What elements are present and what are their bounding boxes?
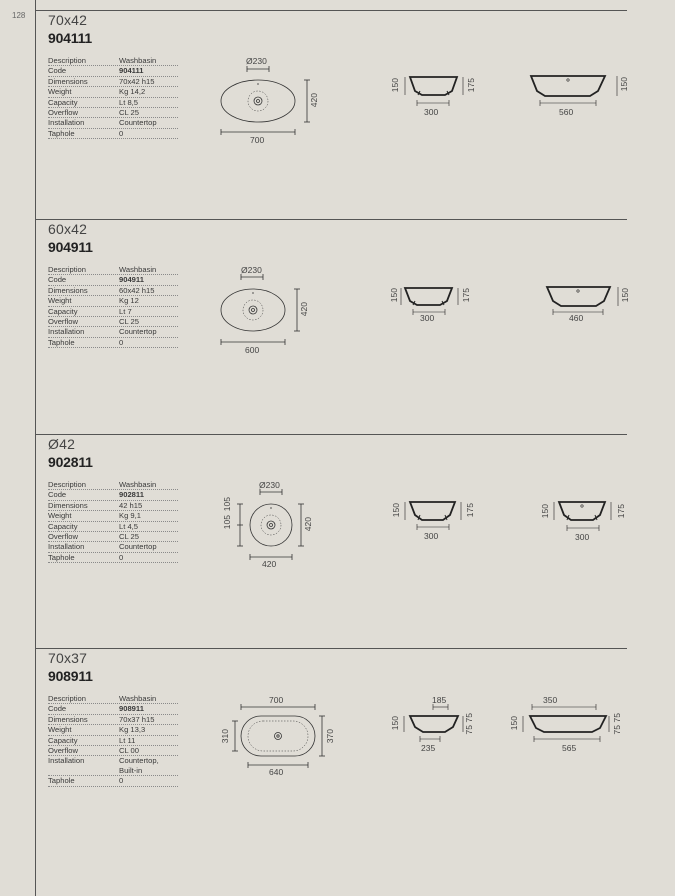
spec-row-dimensions: Dimensions 70x37 h15 xyxy=(48,715,178,725)
product-code: 902811 xyxy=(48,454,93,470)
dim-diameter: Ø230 xyxy=(241,265,262,275)
product-size: 70x42 xyxy=(48,12,88,28)
product-section-908911 xyxy=(35,648,627,863)
dim-side-height-2: 175 xyxy=(461,288,471,303)
spec-row-overflow: Overflow CL 25 xyxy=(48,317,178,327)
dim-front-width: 560 xyxy=(559,107,574,117)
front-view-drawing xyxy=(35,649,627,863)
spec-row-overflow: Overflow CL 25 xyxy=(48,108,178,118)
dim-front-r2: 75 xyxy=(612,713,622,723)
dim-front-height: 150 xyxy=(619,77,629,92)
front-view-drawing xyxy=(35,220,627,434)
dim-side-r2: 75 xyxy=(464,713,474,723)
dim-width: 700 xyxy=(250,135,265,145)
dim-side-height-2: 175 xyxy=(465,503,475,518)
dim-front-width: 460 xyxy=(569,313,584,323)
dim-width: 600 xyxy=(245,345,260,355)
dim-inner-width: 640 xyxy=(269,767,284,777)
dim-outer-height: 370 xyxy=(325,729,335,744)
dim-front-height-2: 175 xyxy=(616,504,626,519)
product-section-902811 xyxy=(35,434,627,649)
spec-row-weight: Weight Kg 9,1 xyxy=(48,511,178,521)
dim-depth: 420 xyxy=(303,517,313,532)
dim-width: 420 xyxy=(262,559,277,569)
page-number: 128 xyxy=(12,11,26,20)
dim-front-height: 150 xyxy=(540,504,550,519)
spec-row-installation: Installation Countertop xyxy=(48,542,178,552)
dim-front-top: 350 xyxy=(543,695,558,705)
dim-side-top: 185 xyxy=(432,695,447,705)
dim-front-r1: 75 xyxy=(612,725,622,735)
dim-offset-a: 105 xyxy=(222,497,232,512)
dim-diameter: Ø230 xyxy=(259,480,280,490)
dim-front-width: 565 xyxy=(562,743,577,753)
product-size: 60x42 xyxy=(48,221,88,237)
product-code: 908911 xyxy=(48,668,93,684)
dim-front-height: 150 xyxy=(620,288,630,303)
dim-front-width: 300 xyxy=(575,532,590,542)
dim-side-width: 300 xyxy=(424,531,439,541)
dim-depth: 420 xyxy=(299,302,309,317)
spec-row-dimensions: Dimensions 70x42 h15 xyxy=(48,77,178,87)
spec-row-installation: Installation Countertop xyxy=(48,118,178,128)
dim-side-height-2: 175 xyxy=(466,78,476,93)
spec-row-description: Description Washbasin xyxy=(48,265,178,275)
dim-side-width: 235 xyxy=(421,743,436,753)
spec-row-capacity: Capacity Lt 7 xyxy=(48,307,178,317)
dim-diameter: Ø230 xyxy=(246,56,267,66)
product-section-904111 xyxy=(35,10,627,225)
spec-row-taphole: Taphole 0 xyxy=(48,776,178,786)
spec-row-code: Code 902811 xyxy=(48,490,178,500)
dim-offset-b: 105 xyxy=(222,515,232,530)
spec-row-weight: Weight Kg 12 xyxy=(48,296,178,306)
spec-row-capacity: Capacity Lt 8,5 xyxy=(48,98,178,108)
spec-row-dimensions: Dimensions 60x42 h15 xyxy=(48,286,178,296)
spec-row-description: Description Washbasin xyxy=(48,56,178,66)
spec-row-taphole: Taphole 0 xyxy=(48,553,178,563)
spec-row-taphole: Taphole 0 xyxy=(48,129,178,139)
dim-depth: 420 xyxy=(309,93,319,108)
spec-row-description: Description Washbasin xyxy=(48,480,178,490)
spec-row-capacity: Capacity Lt 4,5 xyxy=(48,522,178,532)
product-size: 70x37 xyxy=(48,650,88,666)
spec-row-dimensions: Dimensions 42 h15 xyxy=(48,501,178,511)
dim-side-width: 300 xyxy=(424,107,439,117)
dim-side-height: 150 xyxy=(390,716,400,731)
dim-side-height: 150 xyxy=(389,288,399,303)
spec-row-overflow: Overflow CL 25 xyxy=(48,532,178,542)
spec-row-weight: Weight Kg 13,3 xyxy=(48,725,178,735)
spec-row-installation: Installation Countertop, xyxy=(48,756,159,766)
dim-side-height: 150 xyxy=(391,503,401,518)
spec-row-code: Code 904111 xyxy=(48,66,178,76)
spec-row-description: Description Washbasin xyxy=(48,694,178,704)
dim-outer-width: 700 xyxy=(269,695,284,705)
dim-side-width: 300 xyxy=(420,313,435,323)
spec-row-taphole: Taphole 0 xyxy=(48,338,178,348)
spec-row-code: Code 908911 xyxy=(48,704,178,714)
front-view-drawing xyxy=(35,435,627,649)
spec-row-installation: Installation Countertop xyxy=(48,327,178,337)
product-section-904911 xyxy=(35,219,630,434)
product-code: 904911 xyxy=(48,239,93,255)
dim-side-r1: 75 xyxy=(464,725,474,735)
product-size: Ø42 xyxy=(48,436,76,452)
dim-front-height: 150 xyxy=(509,716,519,731)
spec-row-weight: Weight Kg 14,2 xyxy=(48,87,178,97)
dim-side-height: 150 xyxy=(390,78,400,93)
front-view-drawing xyxy=(35,11,627,225)
spec-row-code: Code 904911 xyxy=(48,275,178,285)
spec-row-overflow: Overflow CL 00 xyxy=(48,746,178,756)
dim-inner-height: 310 xyxy=(220,729,230,744)
spec-row-installation-cont: Built-in xyxy=(48,766,178,776)
spec-row-capacity: Capacity Lt 11 xyxy=(48,736,178,746)
product-code: 904111 xyxy=(48,30,92,46)
